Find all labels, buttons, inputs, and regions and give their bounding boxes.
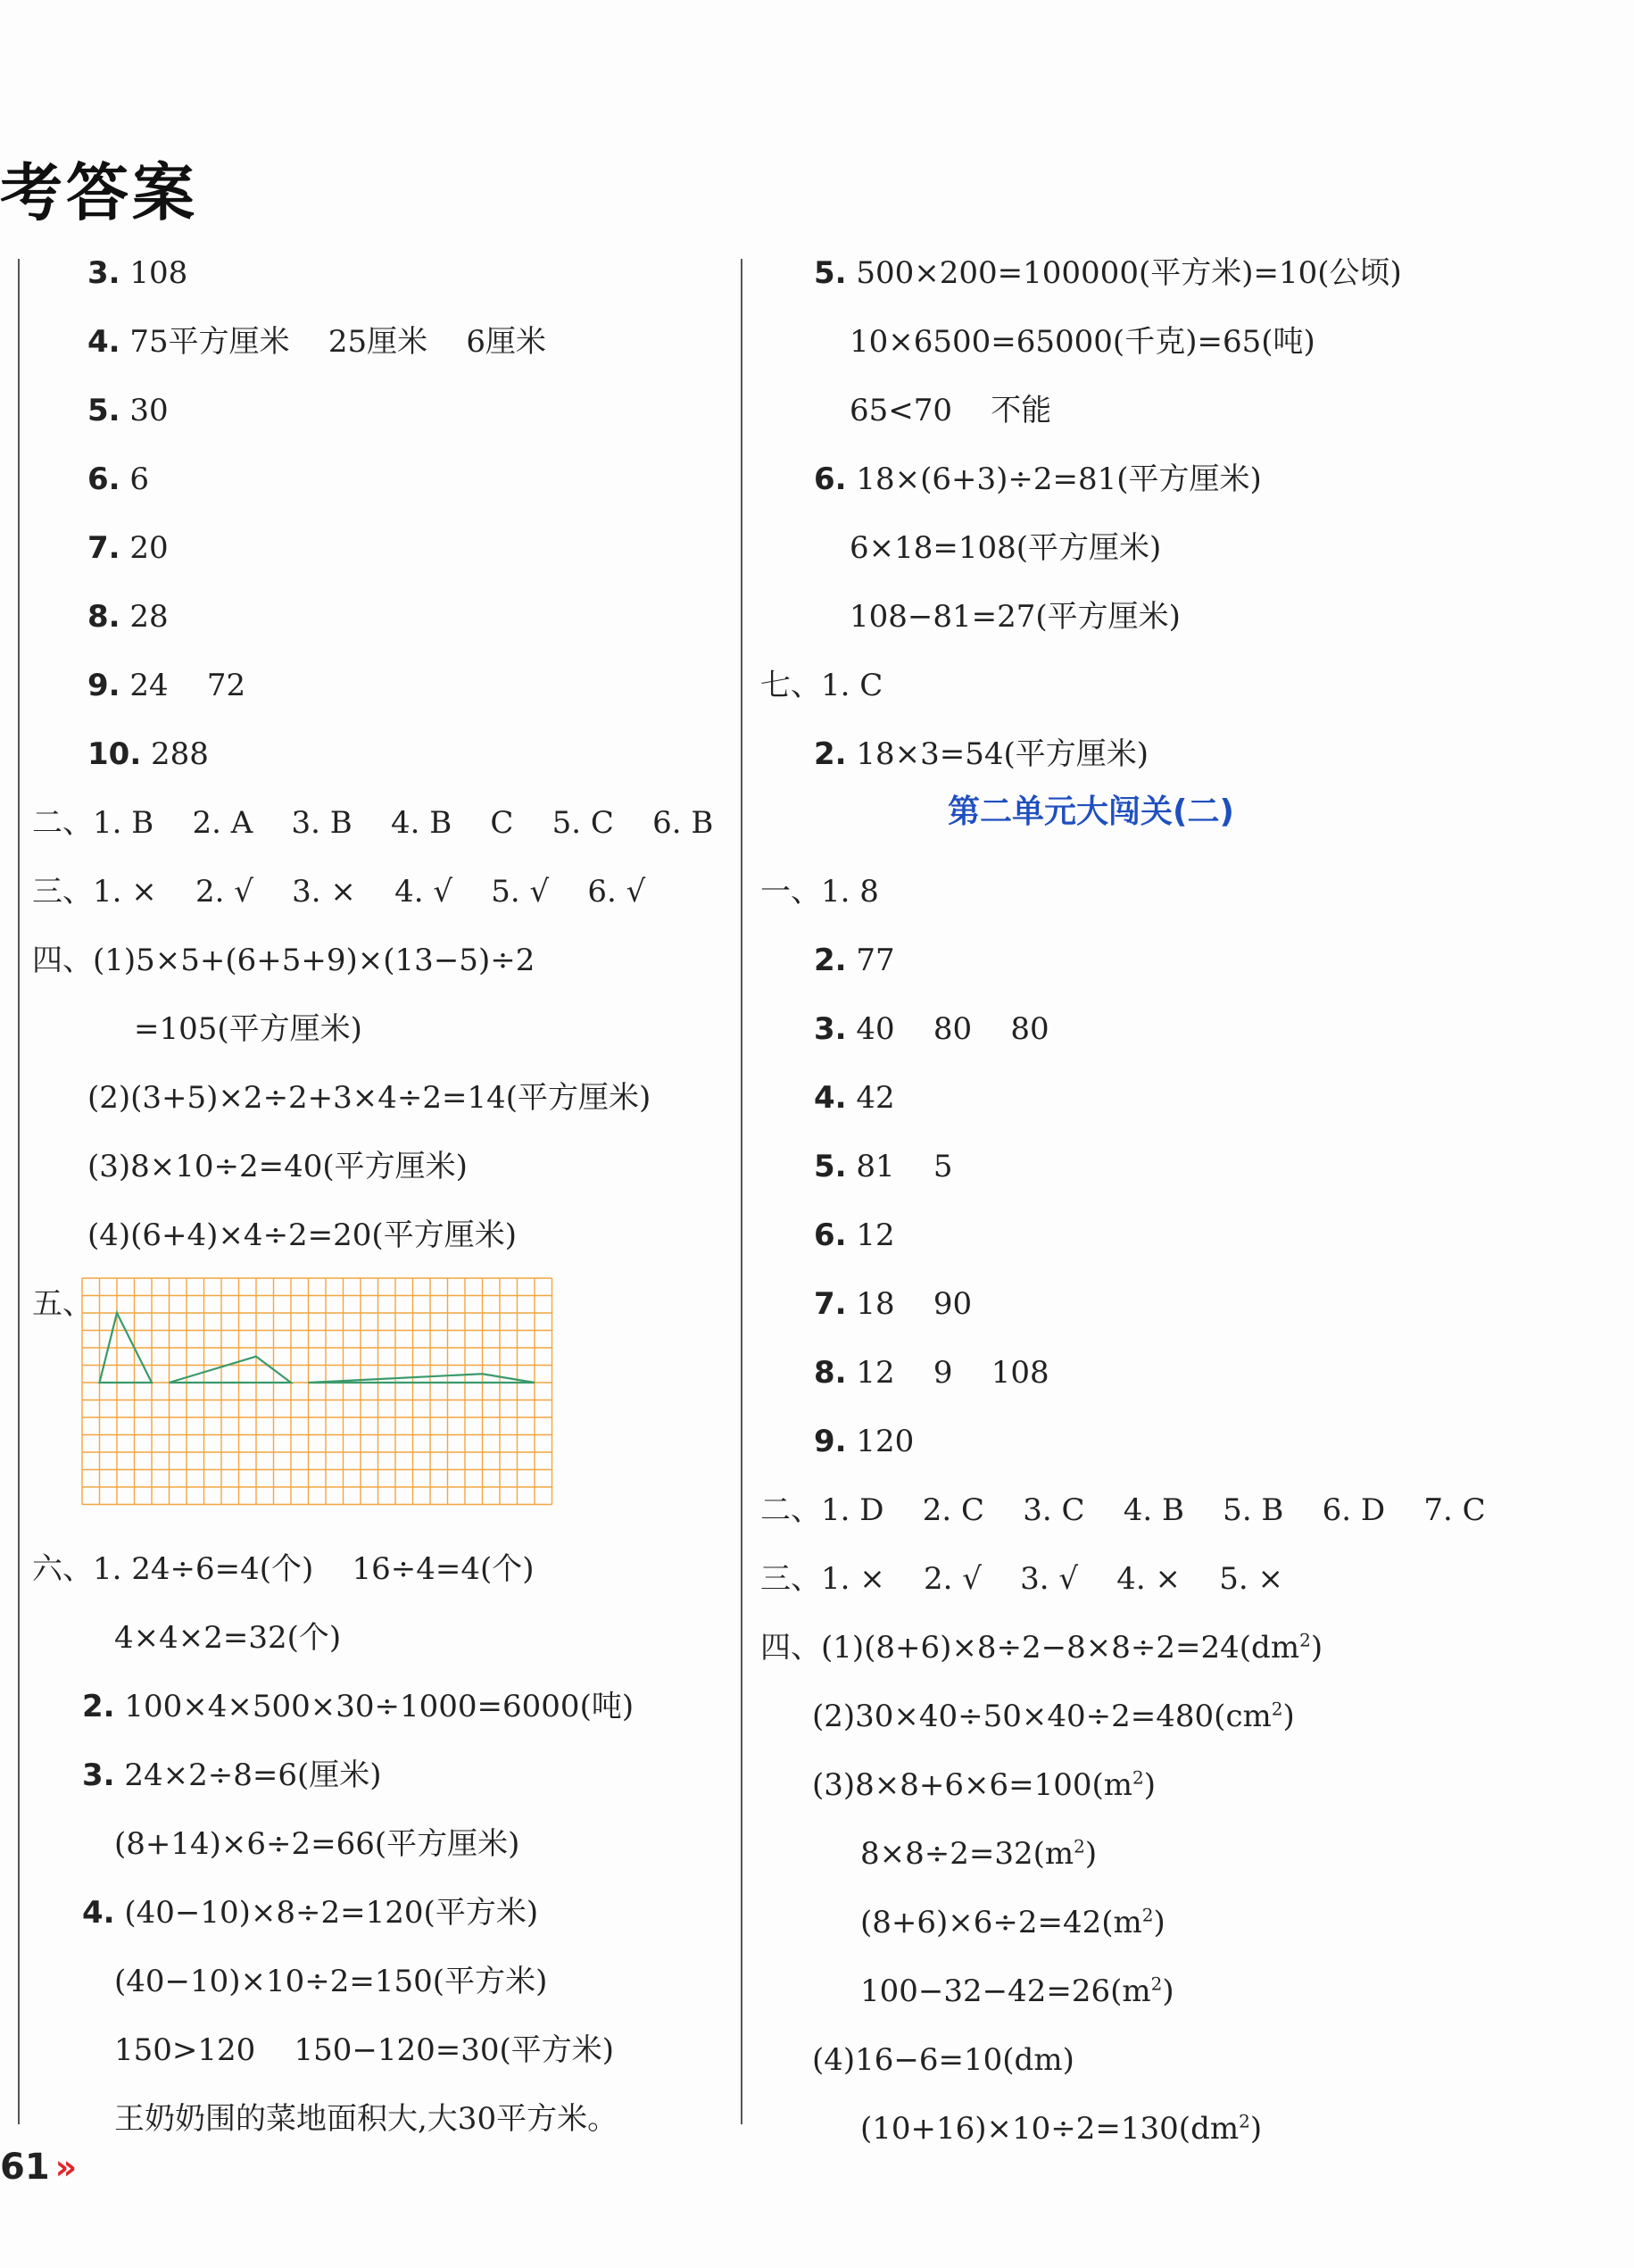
answer-line: 4. 75平方厘米 25厘米 6厘米 bbox=[87, 324, 547, 360]
triangle-shape bbox=[309, 1374, 535, 1383]
answer-line: 6×18=108(平方厘米) bbox=[850, 530, 1162, 566]
left-margin-rule bbox=[18, 259, 20, 2124]
section-4-line: $(2)30\times 40\div 50\times 40\div 2=480(cm^2)$ bbox=[812, 1698, 1295, 1734]
answer-line: 2. 77 bbox=[814, 943, 895, 978]
section-4-line: $8\times 8\div 2=32(m^2)$ bbox=[860, 1835, 1098, 1872]
answer-line: 3. 108 bbox=[87, 255, 188, 291]
section-2-answers: 二、1. B 2. A 3. B 4. B C 5. C 6. B bbox=[32, 805, 714, 841]
section-4-line: $(8+6)\times 6\div 2=42(m^2)$ bbox=[860, 1904, 1165, 1940]
section-6-line: (8+14)×6÷2=66(平方厘米) bbox=[114, 1826, 520, 1862]
section-5-label: 五、 bbox=[32, 1286, 93, 1322]
answer-line: 8. 28 bbox=[87, 599, 169, 635]
section-4-line: $(3)8\times 8+6\times 6=100(m^2)$ bbox=[812, 1766, 1157, 1803]
section-6-line: 150>120 150−120=30(平方米) bbox=[114, 2032, 615, 2068]
section-3-answers: 三、1. × 2. √ 3. × 4. √ 5. √ 6. √ bbox=[32, 874, 646, 910]
section-4-line: 四、(1)5×5+(6+5+9)×(13−5)÷2 bbox=[32, 943, 535, 978]
answer-line: 2. 18×3=54(平方厘米) bbox=[814, 736, 1149, 772]
answer-line: 108−81=27(平方厘米) bbox=[850, 599, 1181, 635]
answer-line: 一、1. 8 bbox=[760, 874, 879, 910]
section-title: 第二单元大闯关(二) bbox=[948, 793, 1234, 830]
answer-line: 10. 288 bbox=[87, 736, 209, 772]
answer-line: 6. 12 bbox=[814, 1217, 895, 1253]
triangle-shape bbox=[170, 1357, 292, 1383]
answer-line: 9. 24 72 bbox=[87, 668, 246, 703]
section-4-line: 四、$(1)(8+6)\times 8\div 2-8\times 8\div 2=24(dm^2)$ bbox=[760, 1629, 1323, 1666]
section-6-line: 4×4×2=32(个) bbox=[114, 1620, 342, 1656]
section-6-line: 4. (40−10)×8÷2=120(平方米) bbox=[82, 1895, 539, 1931]
column-divider bbox=[741, 259, 742, 2124]
triangle-grid-figure bbox=[80, 1276, 553, 1507]
answer-line: 5. 81 5 bbox=[814, 1149, 953, 1184]
answer-line: 4. 42 bbox=[814, 1080, 895, 1116]
double-chevron-right-icon: » bbox=[54, 2148, 74, 2187]
answer-line: 10×6500=65000(千克)=65(吨) bbox=[850, 324, 1315, 360]
answer-line: 3. 40 80 80 bbox=[814, 1011, 1049, 1047]
answer-line: 8. 12 9 108 bbox=[814, 1355, 1049, 1391]
section-4-line: =105(平方厘米) bbox=[134, 1011, 362, 1047]
page-title: 考答案 bbox=[0, 156, 198, 229]
answer-line: 9. 120 bbox=[814, 1424, 915, 1459]
answer-line: 七、1. C bbox=[760, 668, 883, 703]
section-4-line: $100-32-42=26(m^2)$ bbox=[860, 1973, 1174, 2009]
answer-line: 6. 6 bbox=[87, 461, 150, 497]
page-number: 61 » bbox=[0, 2147, 74, 2188]
section-6-line: 王奶奶围的菜地面积大,大30平方米。 bbox=[114, 2101, 618, 2137]
answer-line: 7. 18 90 bbox=[814, 1286, 973, 1322]
section-4-line: (4)16−6=10(dm) bbox=[812, 2042, 1074, 2078]
section-6-line: 2. 100×4×500×30÷1000=6000(吨) bbox=[82, 1689, 635, 1724]
section-4-line: (3)8×10÷2=40(平方厘米) bbox=[87, 1149, 468, 1184]
section-6-line: (40−10)×10÷2=150(平方米) bbox=[114, 1964, 548, 1999]
section-4-line: (4)(6+4)×4÷2=20(平方厘米) bbox=[87, 1217, 517, 1253]
section-4-line: (2)(3+5)×2÷2+3×4÷2=14(平方厘米) bbox=[87, 1080, 651, 1116]
answer-line: 5. 500×200=100000(平方米)=10(公顷) bbox=[814, 255, 1402, 291]
section-2-answers: 二、1. D 2. C 3. C 4. B 5. B 6. D 7. C bbox=[760, 1492, 1486, 1528]
answer-line: 7. 20 bbox=[87, 530, 169, 566]
section-6-line: 3. 24×2÷8=6(厘米) bbox=[82, 1757, 382, 1793]
section-6-line: 六、1. 24÷6=4(个) 16÷4=4(个) bbox=[32, 1551, 535, 1587]
section-4-line: $(10+16)\times 10\div 2=130(dm^2)$ bbox=[860, 2110, 1263, 2147]
section-3-answers: 三、1. × 2. √ 3. √ 4. × 5. × bbox=[760, 1561, 1283, 1597]
answer-line: 6. 18×(6+3)÷2=81(平方厘米) bbox=[814, 461, 1262, 497]
answer-line: 5. 30 bbox=[87, 393, 169, 428]
answer-line: 65<70 不能 bbox=[850, 393, 1052, 428]
